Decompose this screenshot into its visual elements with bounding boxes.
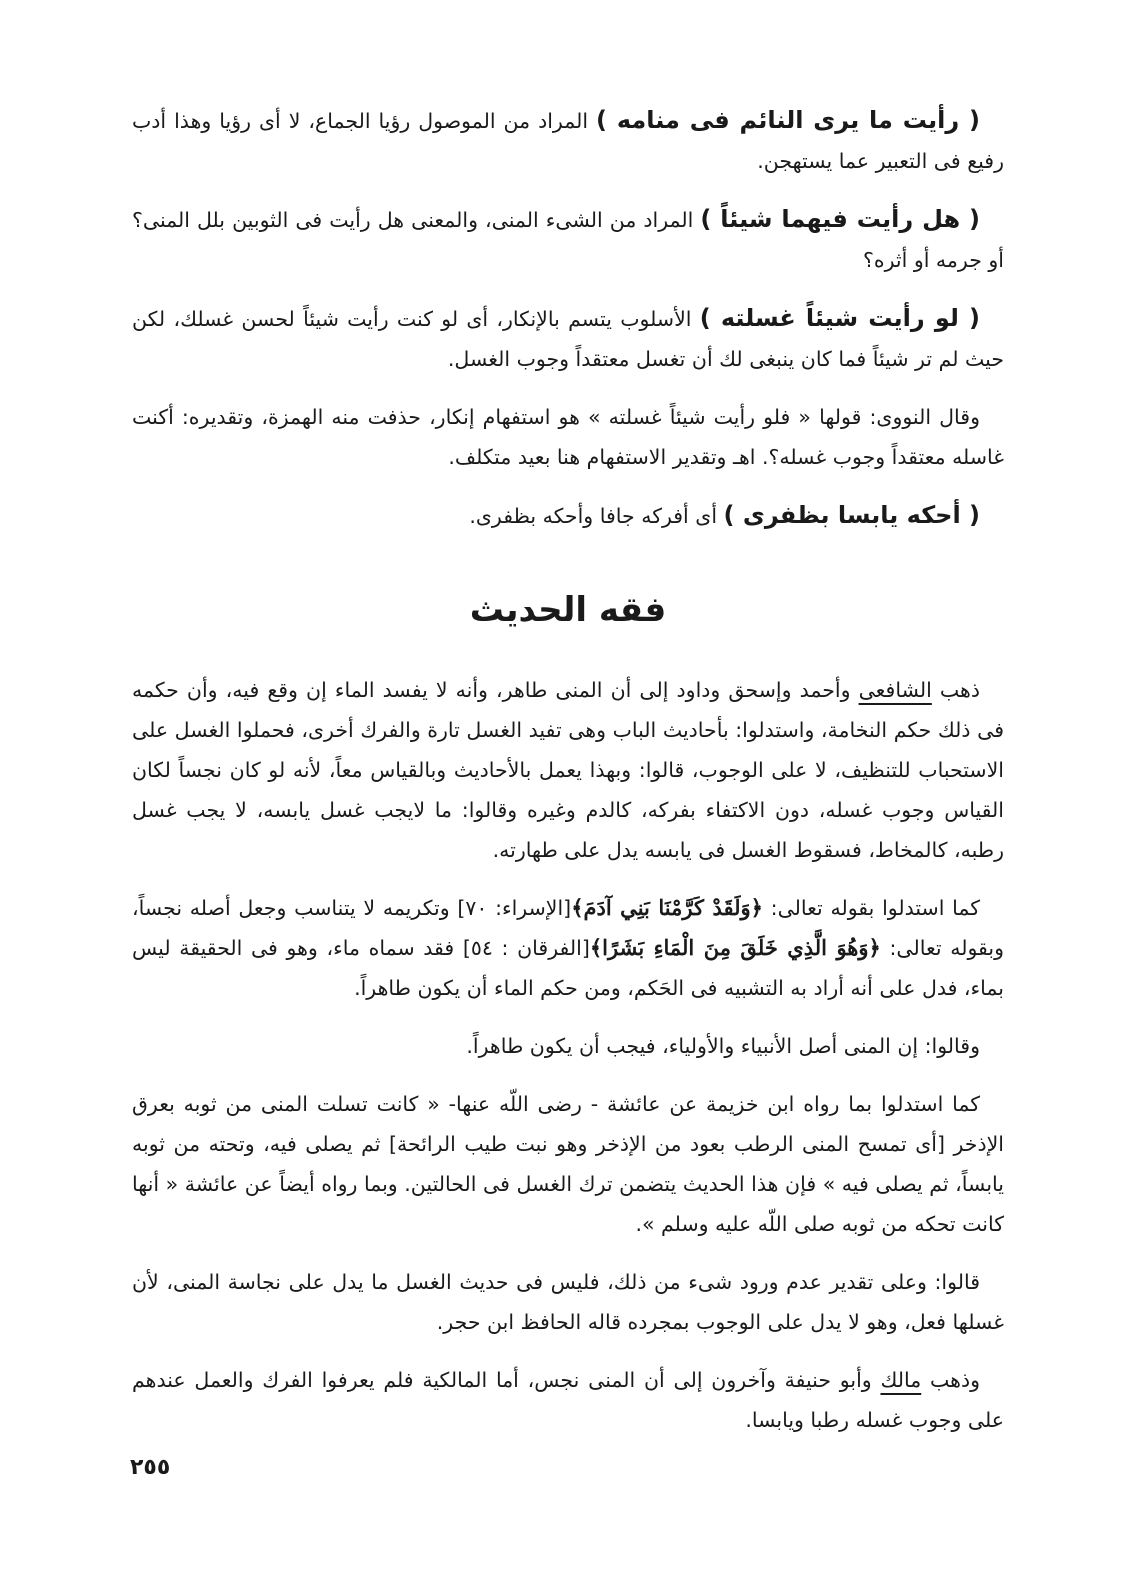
paragraph-text: وأبو حنيفة وآخرون إلى أن المنى نجس، أما المالكية فلم يعرفوا الفرك والعمل عندهم على وجوب غسله رطبا ويابسا. [132, 1368, 1004, 1432]
paren-open: ( [969, 304, 980, 332]
commentary-text: أى أفركه جافا وأحكه بظفرى. [469, 504, 724, 528]
paragraph-text: قالوا: وعلى تقدير عدم ورود شىء من ذلك، فليس فى حديث الغسل ما يدل على نجاسة المنى، لأن غسلها فعل، وهو لا يدل على الوجوب بمجرده قاله الحافظ ابن حجر. [132, 1270, 1004, 1334]
paren-close: ) [700, 205, 712, 233]
paragraph-text: [الإسراء: ٧٠] وتكريمه لا يتناسب وجعل أصله نجساً، وبقوله تعالى: [132, 896, 1005, 960]
commentary-text: الأسلوب يتسم بالإنكار، أى لو كنت رأيت شيئاً لحسن غسلك، لكن حيث لم تر شيئاً فما كان ينبغى لك أن تغسل معتقداً وجوب الغسل. [132, 307, 1004, 371]
fiqh-paragraph-6 [132, 1360, 1004, 1440]
lemma-phrase: هل رأيت فيهما شيئاً [711, 205, 970, 233]
quran-verse-2: ﴿وَهُوَ الَّذِي خَلَقَ مِنَ الْمَاءِ بَشَرًا﴾ [589, 935, 881, 960]
commentary-paragraph-5 [132, 495, 1004, 536]
paragraph-text: كما استدلوا بما رواه ابن خزيمة عن عائشة - رضى اللّه عنها- « كانت تسلت المنى من ثوبه بعرق الإذخر [أى تمسح المنى الرطب بعود من الإذخر وهو نبت طيب الرائحة] ثم يصلى فيه، وتحته من ثوبه يابساً، ثم يصلى فيه » فإن هذا الحديث يتضمن ترك الغسل فى الحالتين. وبما رواه أيضاً عن عائشة « أنها كانت تحكه من ثوبه صلى اللّه عليه وسلم ». [132, 1092, 1004, 1236]
paragraph-text: وأحمد وإسحق وداود إلى أن المنى طاهر، وأنه لا يفسد الماء إن وقع فيه، وأن حكمه فى ذلك حكم النخامة، واستدلوا: بأحاديث الباب وهى تفيد الغسل تارة والفرك أخرى، فحملوا الغسل على الاستحباب للتنظيف، لا على الوجوب، قالوا: وبهذا يعمل بالأحاديث وبالقياس معاً، لأنه لو كان نجساً لكان القياس وجوب غسله، دون الاكتفاء بفركه، كالدم وغيره وقالوا: ما لايجب غسل يابسه، لا يجب غسل رطبه، كالمخاط، فسقوط الغسل فى يابسه يدل على طهارته. [132, 678, 1004, 862]
paren-open: ( [969, 205, 980, 233]
paren-open: ( [969, 106, 980, 134]
section-heading: فقه الحديث [469, 590, 667, 630]
paren-close: ) [699, 304, 711, 332]
fiqh-paragraph-4 [132, 1084, 1004, 1244]
text-prefix: ذهب [931, 678, 980, 702]
paren-close: ) [596, 106, 607, 134]
commentary-paragraph-2 [132, 199, 1004, 280]
lemma-phrase: رأيت ما يرى النائم فى منامه [607, 106, 970, 134]
underlined-name: مالك [880, 1368, 922, 1392]
fiqh-paragraph-3 [132, 1026, 1004, 1066]
paragraph-text: وقالوا: إن المنى أصل الأنبياء والأولياء، فيجب أن يكون طاهراً. [466, 1034, 980, 1058]
paragraph-text: [الفرقان : ٥٤] فقد سماه ماء، وهو فى الحقيقة ليس بماء، فدل على أنه أراد به التشبيه فى الحَكم، ومن حكم الماء أن يكون طاهراً. [132, 936, 1004, 1000]
lemma-phrase: أحكه يابسا بظفرى [734, 501, 970, 529]
page-number: ٢٥٥ [130, 1455, 171, 1480]
paren-open: ( [969, 501, 980, 529]
nawawi-quote-paragraph [132, 397, 1004, 477]
quran-verse-1: ﴿وَلَقَدْ كَرَّمْنَا بَنِي آدَمَ﴾ [571, 895, 763, 920]
fiqh-paragraph-5 [132, 1262, 1004, 1342]
paragraph-text: كما استدلوا بقوله تعالى: [762, 896, 980, 920]
commentary-text: المراد من الشىء المنى، والمعنى هل رأيت فى الثوبين بلل المنى؟ أو جرمه أو أثره؟ [132, 208, 1004, 272]
commentary-paragraph-1 [132, 100, 1004, 181]
page-content [132, 100, 1004, 1458]
text-prefix: وذهب [921, 1368, 980, 1392]
commentary-text: وقال النووى: قولها « فلو رأيت شيئاً غسلته » هو استفهام إنكار، حذفت منه الهمزة، وتقديره: أكنت غاسله معتقداً وجوب غسله؟. اهـ وتقدير الاستفهام هنا بعيد متكلف. [132, 405, 1004, 469]
commentary-paragraph-3 [132, 298, 1004, 379]
fiqh-paragraph-1 [132, 670, 1004, 870]
paren-close: ) [723, 501, 735, 529]
commentary-text: المراد من الموصول رؤيا الجماع، لا أى رؤيا وهذا أدب رفيع فى التعبير عما يستهجن. [132, 109, 1004, 173]
fiqh-paragraph-2 [132, 888, 1004, 1008]
lemma-phrase: لو رأيت شيئاً غسلته [710, 304, 970, 332]
underlined-name: الشافعى [858, 678, 932, 702]
